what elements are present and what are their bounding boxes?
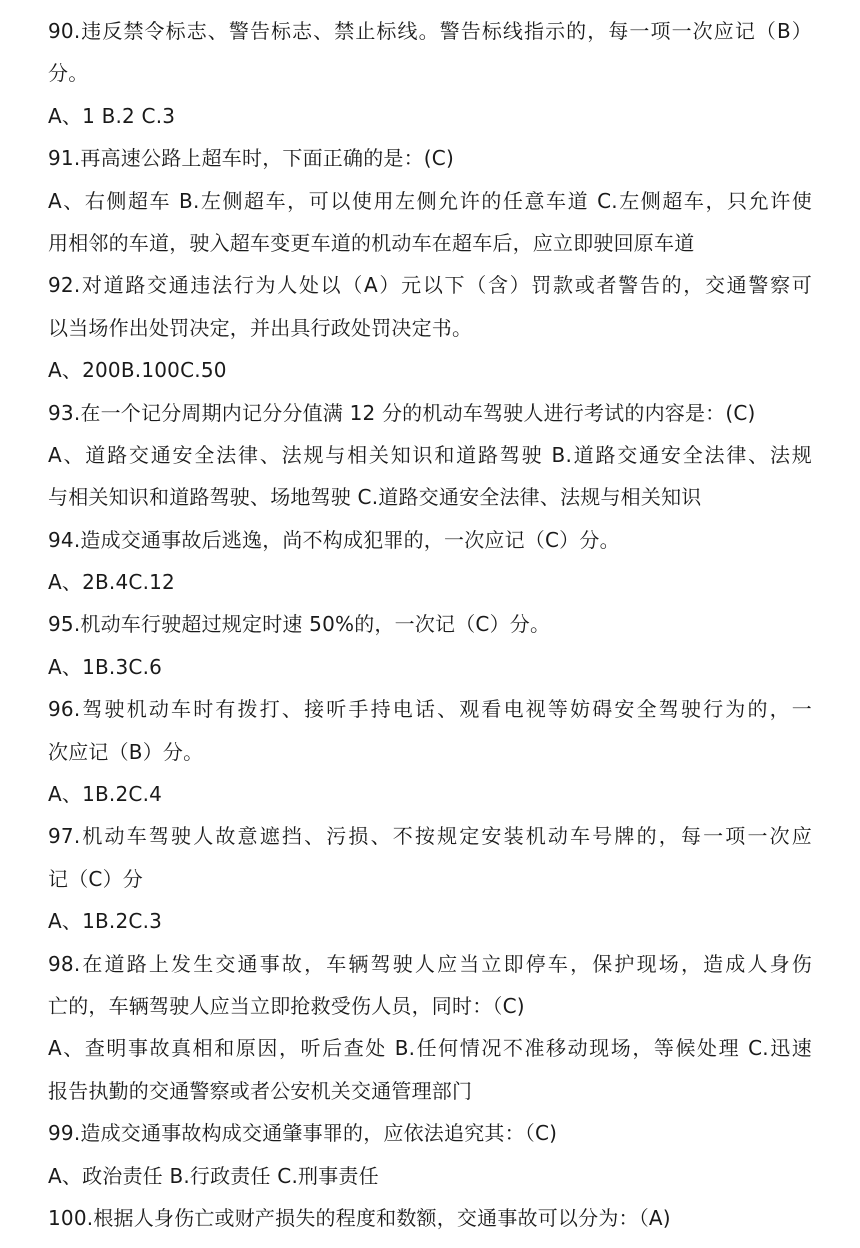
question-text: 97.机动车驾驶人故意遮挡、污损、不按规定安装机动车号牌的，每一项一次应 bbox=[48, 824, 812, 849]
question-block bbox=[48, 392, 812, 519]
question-text: 99.造成交通事故构成交通肇事罪的，应依法追究其：（C) bbox=[48, 1121, 558, 1146]
question-text: 100.根据人身伤亡或财产损失的程度和数额，交通事故可以分为：（A) bbox=[48, 1205, 671, 1230]
question-text: 记（C）分 bbox=[48, 866, 143, 891]
question-text: 95.机动车行驶超过规定时速 50%的，一次记（C）分。 bbox=[48, 612, 551, 637]
question-list bbox=[48, 10, 812, 1239]
question-block bbox=[48, 137, 812, 264]
question-text: 93.在一个记分周期内记分分值满 12 分的机动车驾驶人进行考试的内容是：(C) bbox=[48, 400, 756, 425]
question-block bbox=[48, 943, 812, 1113]
question-block bbox=[48, 519, 812, 604]
answer-options: 与相关知识和道路驾驶、场地驾驶 C.道路交通安全法律、法规与相关知识 bbox=[48, 485, 702, 510]
question-text: 91.再高速公路上超车时，下面正确的是：(C) bbox=[48, 146, 454, 171]
answer-options: 报告执勤的交通警察或者公安机关交通管理部门 bbox=[48, 1078, 473, 1103]
answer-options: 用相邻的车道，驶入超车变更车道的机动车在超车后，应立即驶回原车道 bbox=[48, 230, 695, 255]
question-block bbox=[48, 10, 812, 137]
question-block bbox=[48, 1112, 812, 1197]
question-block bbox=[48, 603, 812, 688]
answer-options: A、200B.100C.50 bbox=[48, 358, 227, 383]
question-block bbox=[48, 688, 812, 815]
answer-options: A、1 B.2 C.3 bbox=[48, 103, 176, 128]
answer-options: A、政治责任 B.行政责任 C.刑事责任 bbox=[48, 1163, 379, 1188]
question-text: 94.造成交通事故后逃逸，尚不构成犯罪的，一次应记（C）分。 bbox=[48, 527, 620, 552]
answer-options: A、查明事故真相和原因，听后查处 B.任何情况不准移动现场，等候处理 C.迅速 bbox=[48, 1036, 812, 1061]
answer-options: A、道路交通安全法律、法规与相关知识和道路驾驶 B.道路交通安全法律、法规 bbox=[48, 442, 812, 467]
question-text: 亡的，车辆驾驶人应当立即抢救受伤人员，同时：（C) bbox=[48, 993, 525, 1018]
answer-options: A、1B.3C.6 bbox=[48, 654, 163, 679]
question-text: 96.驾驶机动车时有拨打、接听手持电话、观看电视等妨碍安全驾驶行为的，一 bbox=[48, 697, 812, 722]
question-text: 分。 bbox=[48, 61, 89, 86]
answer-options: A、右侧超车 B.左侧超车，可以使用左侧允许的任意车道 C.左侧超车，只允许使 bbox=[48, 188, 812, 213]
answer-options: A、1B.2C.3 bbox=[48, 909, 163, 934]
question-block bbox=[48, 1197, 812, 1239]
question-block bbox=[48, 264, 812, 391]
question-text: 次应记（B）分。 bbox=[48, 739, 204, 764]
answer-options: A、1B.2C.4 bbox=[48, 782, 163, 807]
question-block bbox=[48, 815, 812, 942]
question-text: 以当场作出处罚决定，并出具行政处罚决定书。 bbox=[48, 315, 473, 340]
question-text: 92.对道路交通违法行为人处以（A）元以下（含）罚款或者警告的，交通警察可 bbox=[48, 273, 812, 298]
answer-options: A、2B.4C.12 bbox=[48, 570, 175, 595]
question-text: 98.在道路上发生交通事故，车辆驾驶人应当立即停车，保护现场，造成人身伤 bbox=[48, 951, 812, 976]
question-text: 90.违反禁令标志、警告标志、禁止标线。警告标线指示的，每一项一次应记（B） bbox=[48, 19, 812, 43]
